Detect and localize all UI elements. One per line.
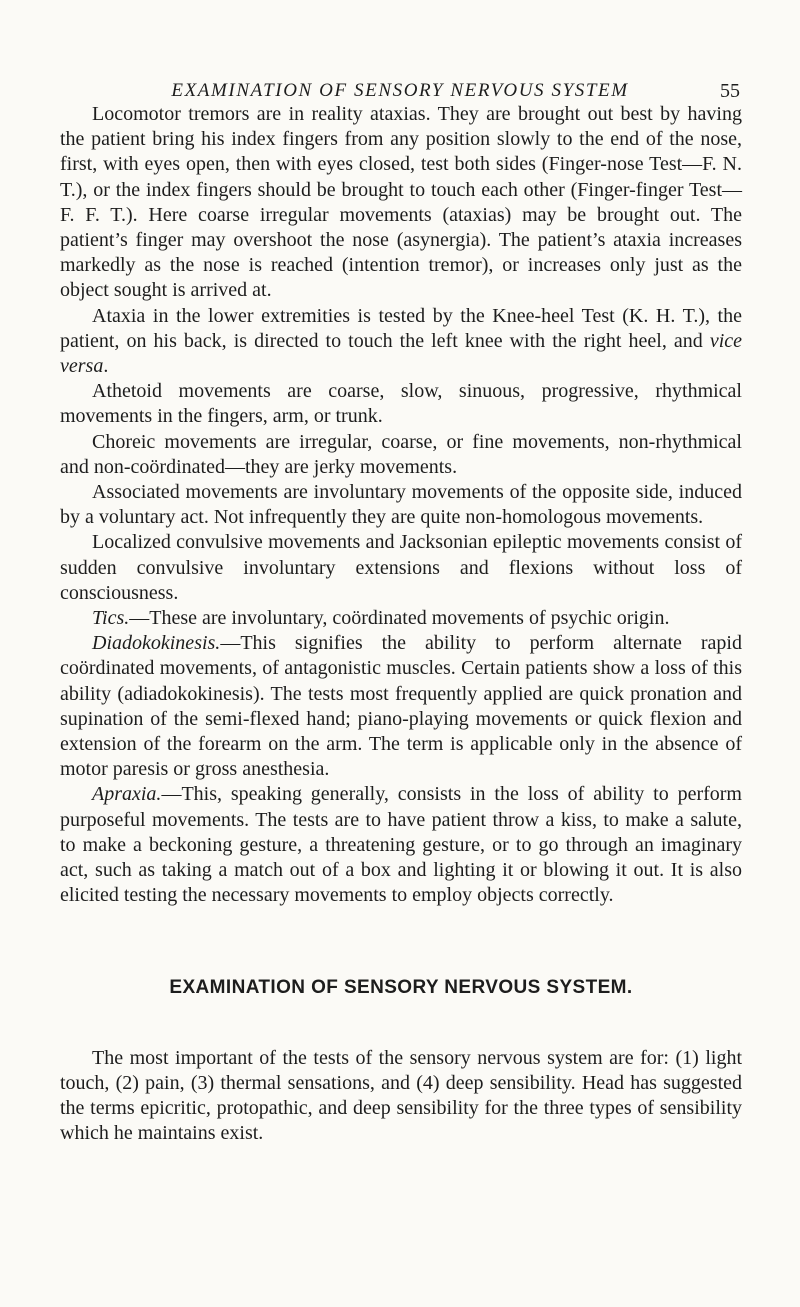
ataxia-latin-phrase: vice versa: [60, 329, 742, 378]
page-number: 55: [720, 80, 740, 102]
paragraph-lower-extremity-ataxia: [60, 304, 742, 380]
paragraph-athetoid: Athetoid movements are coarse, slow, sinuous, progressive, rhythmical movements in the fingers, arm, or trunk.: [60, 380, 742, 428]
paragraph-associated: Associated movements are involuntary movements of the opposite side, induced by a voluntary act. Not infrequently they are quite non-homologous movements.: [60, 481, 742, 529]
paragraph-tics: [60, 606, 742, 631]
paragraph-sensory-intro: The most important of the tests of the sensory nervous system are for: (1) light touch, (2) pain, (3) thermal sensations, and (4) deep sensibility. Head has suggested the terms epicritic, protopathic, and deep sensibility for the three types of sensibility which he maintains exist.: [60, 1046, 742, 1145]
ataxia-text-end: .: [103, 355, 109, 378]
ataxia-text: Ataxia in the lower extremities is tested by the Knee-heel Test (K. H. T.), the patient, on his back, is directed to touch the left knee with the right heel, and: [60, 304, 742, 352]
paragraph-localized: Localized convulsive movements and Jacksonian epileptic movements consist of sudden convulsive involuntary extensions and flexions without loss of consciousness.: [60, 531, 742, 604]
section-heading: EXAMINATION OF SENSORY NERVOUS SYSTEM.: [169, 976, 633, 998]
diadokokinesis-text: —This signifies the ability to perform alternate rapid coördinated movements, of antagonistic muscles. Certain patients show a loss of this ability (adiadokokinesis). The tests most frequently applied are quick pronation and supination of the semi-flexed hand; piano-playing movements or quick flexion and extension of the forearm on the arm. The term is applicable only in the absence of motor paresis or gross anesthesia.: [60, 632, 742, 781]
page-body: [60, 102, 742, 1147]
apraxia-term: Apraxia.: [92, 783, 162, 806]
tics-text: —These are involuntary, coördinated movements of psychic origin.: [129, 607, 670, 630]
paragraph-diadokokinesis: [60, 631, 742, 782]
apraxia-text: —This, speaking generally, consists in the loss of ability to perform purposeful movements. The tests are to have patient throw a kiss, to make a salute, to make a beckoning gesture, a threatening gesture, or to go through an imaginary act, such as taking a match out of a box and lighting it or blowing it out. It is also elicited testing the necessary movements to employ objects correctly.: [60, 783, 742, 907]
paragraph-locomotor-tremors: Locomotor tremors are in reality ataxias. They are brought out best by having the patient bring his index fingers from any position slowly to the end of the nose, first, with eyes open, then with eyes closed, test both sides (Finger-nose Test—F. N. T.), or the index fingers should be brought to touch each other (Finger-finger Test—F. F. T.). Here coarse irregular movements (ataxias) may be brought out. The patient’s finger may overshoot the nose (asynergia). The patient’s ataxia increases markedly as the nose is reached (intention tremor), or increases only just as the object sought is arrived at.: [60, 103, 742, 302]
running-head: [60, 80, 740, 104]
paragraph-apraxia: [60, 782, 742, 908]
diadokokinesis-term: Diadokokinesis.: [92, 632, 221, 655]
tics-term: Tics.: [92, 607, 130, 630]
paragraph-choreic: Choreic movements are irregular, coarse, or fine movements, non-rhythmical and non-coördinated—they are jerky movements.: [60, 430, 742, 478]
running-title: EXAMINATION OF SENSORY NERVOUS SYSTEM: [171, 80, 629, 101]
